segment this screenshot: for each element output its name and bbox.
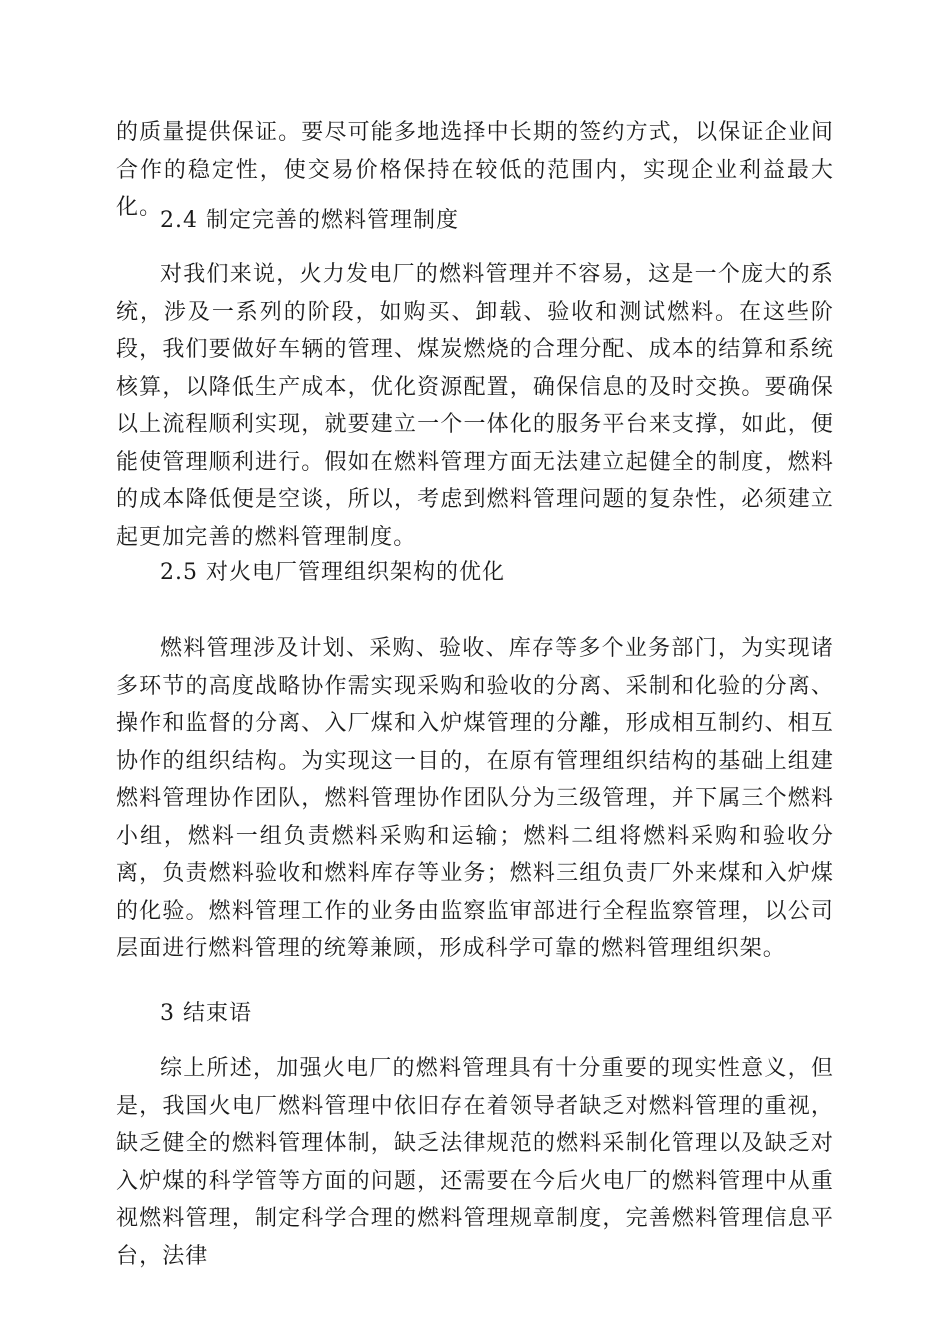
section-2-5-paragraph: 燃料管理涉及计划、采购、验收、库存等多个业务部门，为实现诸多环节的高度战略协作需实现采购和验收的分离、采制和化验的分离、操作和监督的分离、入厂煤和入炉煤管理的分離，形成相互制约、相互协作的组织结构。为实现这一目的，在原有管理组织结构的基础上组建燃料管理协作团队，燃料管理协作团队分为三级管理，并下属三个燃料小组，燃料一组负责燃料采购和运输；燃料二组将燃料采购和验收分离，负责燃料验收和燃料库存等业务；燃料三组负责厂外来煤和入炉煤的化验。燃料管理工作的业务由监察监审部进行全程监察管理，以公司层面进行燃料管理的统筹兼顾，形成科学可靠的燃料管理组织架。	[116, 636, 834, 961]
continuation-paragraph: 的质量提供保证。要尽可能多地选择中长期的签约方式，以保证企业间合作的稳定性，使交易价格保持在较低的范围内，实现企业利益最大化。	[116, 120, 834, 220]
section-2-4-body	[116, 256, 834, 556]
section-3-heading: 3 结束语	[160, 1001, 252, 1026]
section-2-4-heading: 2.4 制定完善的燃料管理制度	[160, 208, 459, 233]
section-3-body	[116, 1050, 834, 1275]
section-2-5-body	[116, 630, 834, 968]
section-3-paragraph: 综上所述，加强火电厂的燃料管理具有十分重要的现实性意义，但是，我国火电厂燃料管理中依旧存在着领导者缺乏对燃料管理的重视，缺乏健全的燃料管理体制，缺乏法律规范的燃料采制化管理以及缺乏对入炉煤的科学管等方面的问题，还需要在今后火电厂的燃料管理中从重视燃料管理，制定科学合理的燃料管理规章制度，完善燃料管理信息平台，法律	[116, 1056, 834, 1269]
section-2-4-paragraph: 对我们来说，火力发电厂的燃料管理并不容易，这是一个庞大的系统，涉及一系列的阶段，如购买、卸载、验收和测试燃料。在这些阶段，我们要做好车辆的管理、煤炭燃烧的合理分配、成本的结算和系统核算，以降低生产成本，优化资源配置，确保信息的及时交换。要确保以上流程顺利实现，就要建立一个一体化的服务平台来支撑，如此，便能使管理顺利进行。假如在燃料管理方面无法建立起健全的制度，燃料的成本降低便是空谈，所以，考虑到燃料管理问题的复杂性，必须建立起更加完善的燃料管理制度。	[116, 262, 834, 550]
section-2-5-heading: 2.5 对火电厂管理组织架构的优化	[160, 560, 505, 585]
